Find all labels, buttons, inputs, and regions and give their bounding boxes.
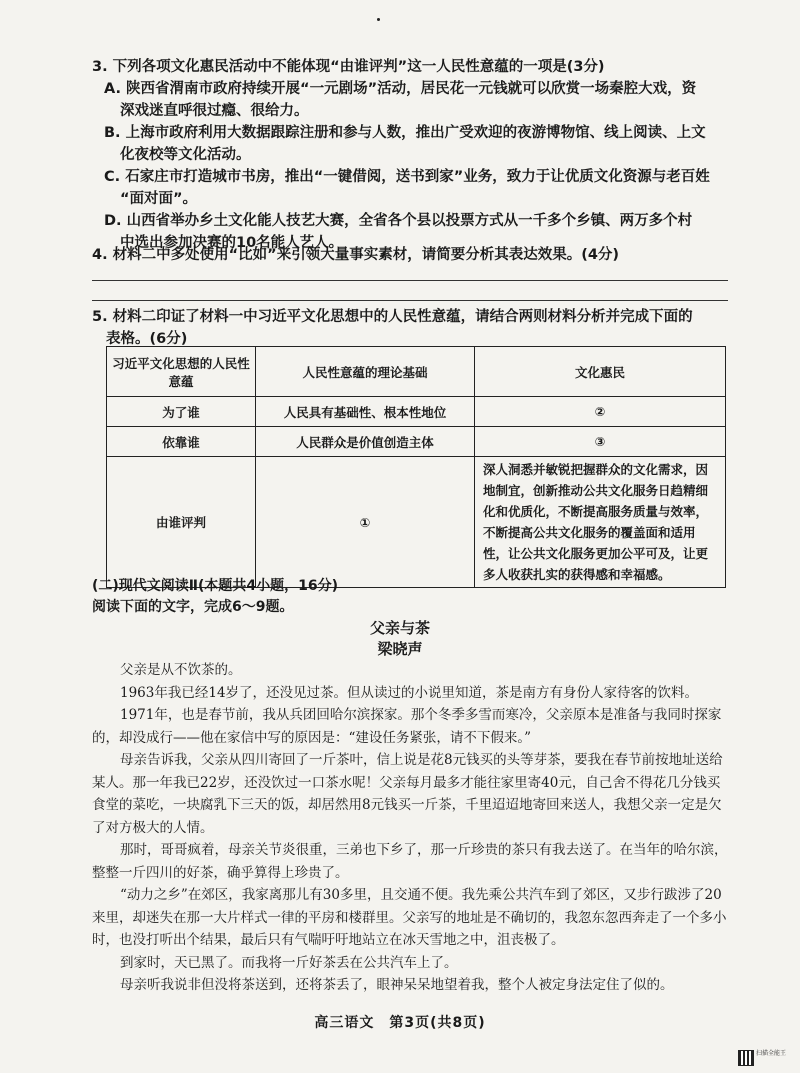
page-footer: 高三语文 第3页(共8页) [314,1015,486,1031]
answer-line[interactable] [92,280,728,281]
table-row [107,427,726,457]
table-cell: 由谁评判 [107,457,256,588]
q3-option-b-line1: B. 上海市政府利用大数据跟踪注册和参与人数，推出广受欢迎的夜游博物馆、线上阅读、上文 [104,125,706,141]
q5-stem-line1: 5. 材料二印证了材料一中习近平文化思想中的人民性意蕴，请结合两则材料分析并完成下面的 [92,309,693,325]
table-answer-cell[interactable]: ② [475,397,726,427]
table-header-cell: 人民性意蕴的理论基础 [256,347,475,397]
table-header-cell: 文化惠民 [475,347,726,397]
q3-option-c-line2: “面对面”。 [120,191,198,207]
q3-option-a-line1: A. 陕西省渭南市政府持续开展“一元剧场”活动，居民花一元钱就可以欣赏一场秦腔大戏，资 [104,81,697,97]
article-paragraph: 1971年，也是春节前，我从兵团回哈尔滨探家。那个冬季多雪而寒冷，父亲原本是准备与我同时探家的，却没成行——他在家信中写的原因是：“建设任务紧张，请不下假来。” [92,707,722,746]
article-paragraph: 1963年我已经14岁了，还没见过茶。但从读过的小说里知道，茶是南方有身份人家待客的饮料。 [120,684,699,701]
q5-table [106,346,726,588]
q3-option-d-line2: 中选出参加决赛的10名能人艺人。 [120,235,344,251]
q3-option-a-line2: 深戏迷直呼很过瘾、很给力。 [120,103,309,119]
table-header-cell: 习近平文化思想的人民性意蕴 [107,347,256,397]
q3-option-a [104,78,732,122]
table-cell: 深人洞悉并敏锐把握群众的文化需求，因地制宜，创新推动公共文化服务日趋精细化和优质化，不断提高服务质量与效率，不断提高公共文化服务的覆盖面和适用性，让公共文化服务更加公平可及，让更多人收获扎实的获得感和幸福感。 [475,457,726,588]
q5-stem [92,306,732,350]
qr-code-icon [738,1050,754,1066]
table-cell: 依靠谁 [107,427,256,457]
table-cell: 人民具有基础性、根本性地位 [256,397,475,427]
q3-option-c [104,166,732,210]
answer-line[interactable] [92,300,728,301]
q3-stem: 3. 下列各项文化惠民活动中不能体现“由谁评判”这一人民性意蕴的一项是(3分) [92,59,605,75]
q5-stem-line2: 表格。(6分) [106,331,188,347]
article-paragraph: 母亲告诉我，父亲从四川寄回了一斤茶叶，信上说是花8元钱买的头等芽茶，要我在春节前按地址送给某人。那一年我已22岁，还没饮过一口茶水呢！父亲每月最多才能往家里寄40元，自己舍不得花几分钱买食堂的菜吃，一块腐乳下三天的饭，却居然用8元钱买一斤茶，千里迢迢地寄回来送人，我想父亲一定是欠了对方极大的人情。 [92,752,723,836]
table-row [107,457,726,588]
article-author: 梁晓声 [377,640,423,658]
article-paragraph: 那时，哥哥疯着，母亲关节炎很重，三弟也下乡了，那一斤珍贵的茶只有我去送了。在当年的哈尔滨，整整一斤四川的好茶，确乎算得上珍贵了。 [92,842,728,881]
q3-option-b [104,122,732,166]
table-row [107,397,726,427]
q3-option-d-line1: D. 山西省举办乡土文化能人技艺大赛，全省各个县以投票方式从一千多个乡镇、两万多个村 [104,213,693,229]
q3-option-c-line1: C. 石家庄市打造城市书房，推出“一键借阅，送书到家”业务，致力于让优质文化资源与老百姓 [104,169,710,185]
article-paragraph: 父亲是从不饮茶的。 [120,662,242,678]
article-paragraph: 到家时，天已黑了。而我将一斤好茶丢在公共汽车上了。 [120,954,458,971]
q4-stem: 4. 材料二中多处使用“比如”来引领大量事实素材，请简要分析其表达效果。(4分) [92,247,620,263]
section-instruction: 阅读下面的文字，完成6～9题。 [92,599,294,615]
table-answer-cell[interactable]: ③ [475,427,726,457]
scanner-watermark: 扫描全能王 [756,1050,787,1057]
table-cell: 为了谁 [107,397,256,427]
q3-option-b-line2: 化夜校等文化活动。 [120,147,251,163]
article-paragraph: 母亲听我说非但没将茶送到，还将茶丢了，眼神呆呆地望着我，整个人被定身法定住了似的。 [120,977,674,993]
table-cell: 人民群众是价值创造主体 [256,427,475,457]
article-title: 父亲与茶 [369,619,430,637]
article-paragraph: “动力之乡”在郊区，我家离那儿有30多里，且交通不便。我先乘公共汽车到了郊区，又步行跋涉了20来里，却迷失在那一大片样式一律的平房和楼群里。父亲写的地址是不确切的，我忽东忽西奔走了一个多小时，也没打听出个结果，最后只有气喘吁吁地站立在冰天雪地之中，沮丧极了。 [92,887,727,948]
table-header-row [107,347,726,397]
speck [377,18,380,21]
article-body [92,659,732,997]
section-heading: (二)现代文阅读Ⅱ(本题共4小题，16分) [92,578,339,594]
table-answer-cell[interactable]: ① [256,457,475,588]
